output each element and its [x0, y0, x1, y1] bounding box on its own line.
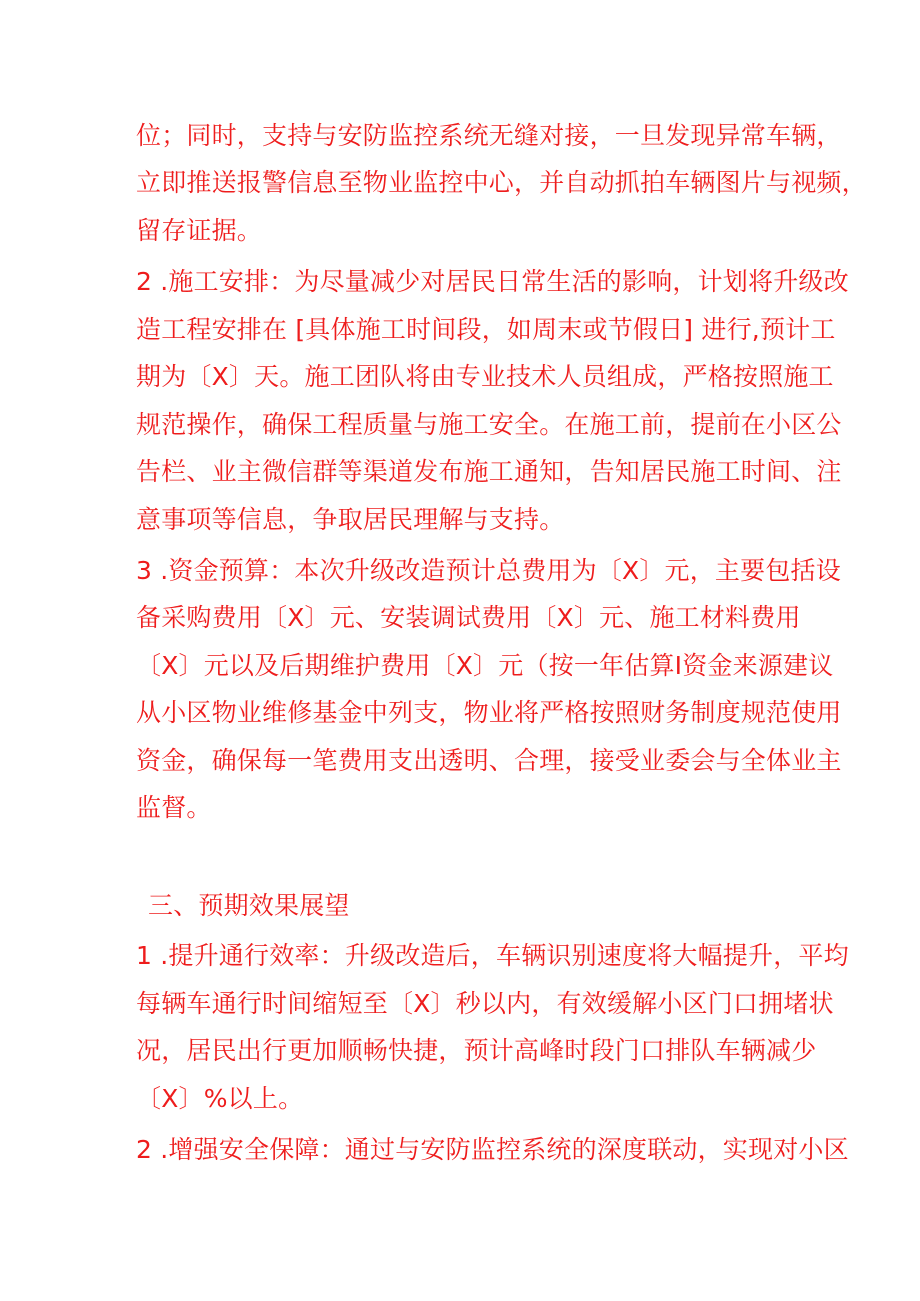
- paragraph-line: 造工程安排在 [具体施工时间段，如周末或节假日] 进行,预计工: [136, 315, 836, 344]
- section-item-budget: 3 .资金预算：本次升级改造预计总费用为〔X〕元，主要包括设: [136, 556, 841, 585]
- paragraph-line: 监督。: [136, 793, 212, 822]
- paragraph-line: 告栏、业主微信群等渠道发布施工通知，告知居民施工时间、注: [136, 457, 842, 486]
- paragraph-line: 备采购费用〔X〕元、安装调试费用〔X〕元、施工材料费用: [136, 603, 801, 632]
- section-item-security: 2 .增强安全保障：通过与安防监控系统的深度联动，实现对小区: [136, 1135, 849, 1164]
- paragraph-line: 立即推送报警信息至物业监控中心，并自动抓拍车辆图片与视频，: [136, 168, 867, 197]
- paragraph-line: 意事项等信息，争取居民理解与支持。: [136, 505, 565, 534]
- paragraph-line: 位；同时，支持与安防监控系统无缝对接，一旦发现异常车辆，: [136, 121, 842, 150]
- paragraph-line: 〔X〕%以上。: [136, 1084, 304, 1113]
- paragraph-line: 留存证据。: [136, 216, 263, 245]
- paragraph-line: 〔X〕元以及后期维护费用〔X〕元（按一年估算I资金来源建议: [136, 651, 834, 680]
- section-heading: 三、预期效果展望: [148, 891, 350, 920]
- section-item-efficiency: 1 .提升通行效率：升级改造后，车辆识别速度将大幅提升，平均: [136, 941, 849, 970]
- paragraph-line: 每辆车通行时间缩短至〔X〕秒以内，有效缓解小区门口拥堵状: [136, 989, 834, 1018]
- paragraph-line: 期为〔X〕天。施工团队将由专业技术人员组成，严格按照施工: [136, 362, 834, 391]
- paragraph-line: 况，居民出行更加顺畅快捷，预计高峰时段门口排队车辆减少: [136, 1036, 817, 1065]
- paragraph-line: 规范操作，确保工程质量与施工安全。在施工前，提前在小区公: [136, 410, 842, 439]
- paragraph-line: 资金，确保每一笔费用支出透明、合理，接受业委会与全体业主: [136, 746, 842, 775]
- paragraph-line: 从小区物业维修基金中列支，物业将严格按照财务制度规范使用: [136, 698, 842, 727]
- section-item-construction: 2 .施工安排：为尽量减少对居民日常生活的影响，计划将升级改: [136, 267, 849, 296]
